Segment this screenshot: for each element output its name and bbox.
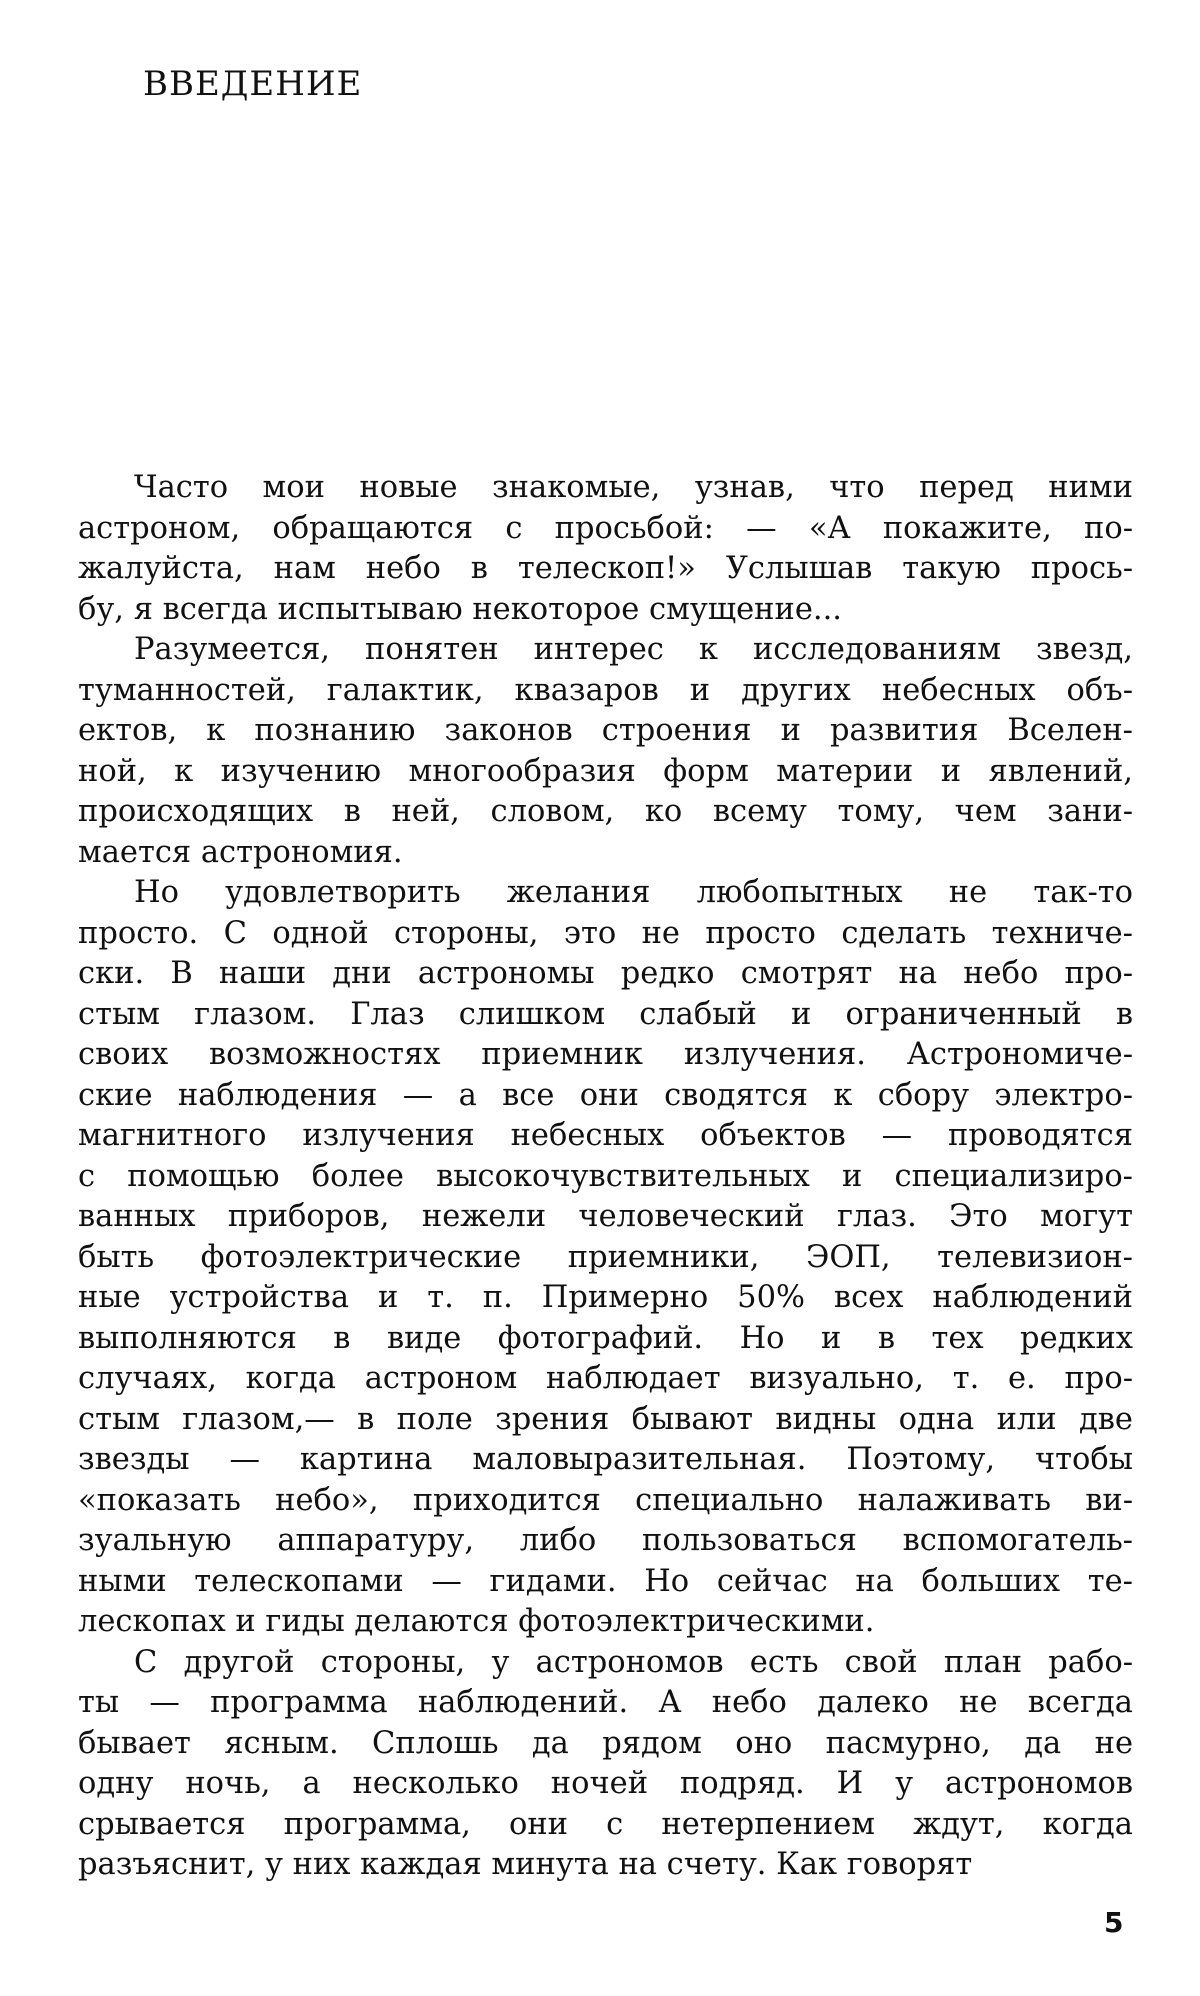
text-line: Разумеется, понятен интерес к исследованиям звезд, xyxy=(134,632,1133,667)
text-line: стым глазом,— в поле зрения бывают видны одна или две xyxy=(78,1401,1133,1437)
text-line: ски. В наши дни астрономы редко смотрят на небо про- xyxy=(78,956,1133,991)
text-line: случаях, когда астроном наблюдает визуально, т. е. про- xyxy=(78,1361,1133,1396)
body-text xyxy=(78,468,1133,1886)
paragraph xyxy=(78,873,1133,1643)
text-line: астроном, обращаются с просьбой: — «А покажите, по- xyxy=(78,510,1133,546)
paragraph xyxy=(78,1643,1133,1886)
paragraph xyxy=(78,630,1133,873)
text-line: ными телескопами — гидами. Но сейчас на больших те- xyxy=(78,1563,1133,1599)
text-line: ные устройства и т. п. Примерно 50% всех наблюдений xyxy=(78,1280,1133,1315)
chapter-heading: ВВЕДЕНИЕ xyxy=(143,64,363,104)
text-line: жалуйста, нам небо в телескоп!» Услышав такую прось- xyxy=(78,551,1133,586)
text-line: быть фотоэлектрические приемники, ЭОП, телевизион- xyxy=(78,1239,1133,1275)
text-line: своих возможностях приемник излучения. Астрономиче- xyxy=(78,1037,1133,1072)
text-line: «показать небо», приходится специально налаживать ви- xyxy=(78,1482,1133,1518)
text-line: происходящих в ней, словом, ко всему тому, чем зани- xyxy=(78,794,1133,829)
text-line: звезды — картина маловыразительная. Поэтому, чтобы xyxy=(78,1442,1133,1477)
text-line: просто. С одной стороны, это не просто сделать техниче- xyxy=(78,915,1133,951)
text-line: лескопах и гиды делаются фотоэлектрическими. xyxy=(78,1604,875,1639)
text-line: туманностей, галактик, квазаров и других небесных объ- xyxy=(78,672,1133,708)
text-line: С другой стороны, у астрономов есть свой план рабо- xyxy=(134,1644,1133,1680)
text-line: Часто мои новые знакомые, узнав, что перед ними xyxy=(134,470,1133,505)
text-line: ты — программа наблюдений. А небо далеко не всегда xyxy=(78,1685,1133,1720)
text-line: разъяснит, у них каждая минута на счету. Как говорят xyxy=(78,1847,973,1882)
paragraph xyxy=(78,468,1133,630)
text-line: зуальную аппаратуру, либо пользоваться вспомогатель- xyxy=(78,1523,1133,1558)
text-line: срывается программа, они с нетерпением ждут, когда xyxy=(78,1806,1133,1842)
text-line: магнитного излучения небесных объектов — проводятся xyxy=(78,1118,1133,1153)
text-line: ектов, к познанию законов строения и развития Вселен- xyxy=(78,713,1133,748)
text-line: бу, я всегда испытываю некоторое смущение... xyxy=(78,591,842,627)
page-number: 5 xyxy=(1104,1906,1124,1939)
text-line: Но удовлетворить желания любопытных не так-то xyxy=(134,875,1133,910)
text-line: стым глазом. Глаз слишком слабый и ограниченный в xyxy=(78,996,1133,1032)
text-line: мается астрономия. xyxy=(78,834,403,870)
text-line: ские наблюдения — а все они сводятся к сбору электро- xyxy=(78,1077,1133,1113)
text-line: бывает ясным. Сплошь да рядом оно пасмурно, да не xyxy=(78,1725,1133,1761)
text-line: ной, к изучению многообразия форм материи и явлений, xyxy=(78,753,1133,789)
text-line: выполняются в виде фотографий. Но и в тех редких xyxy=(78,1320,1133,1356)
text-line: одну ночь, а несколько ночей подряд. И у астрономов xyxy=(78,1766,1133,1801)
text-line: ванных приборов, нежели человеческий глаз. Это могут xyxy=(78,1199,1133,1234)
text-line: с помощью более высокочувствительных и специализиро- xyxy=(78,1158,1133,1194)
